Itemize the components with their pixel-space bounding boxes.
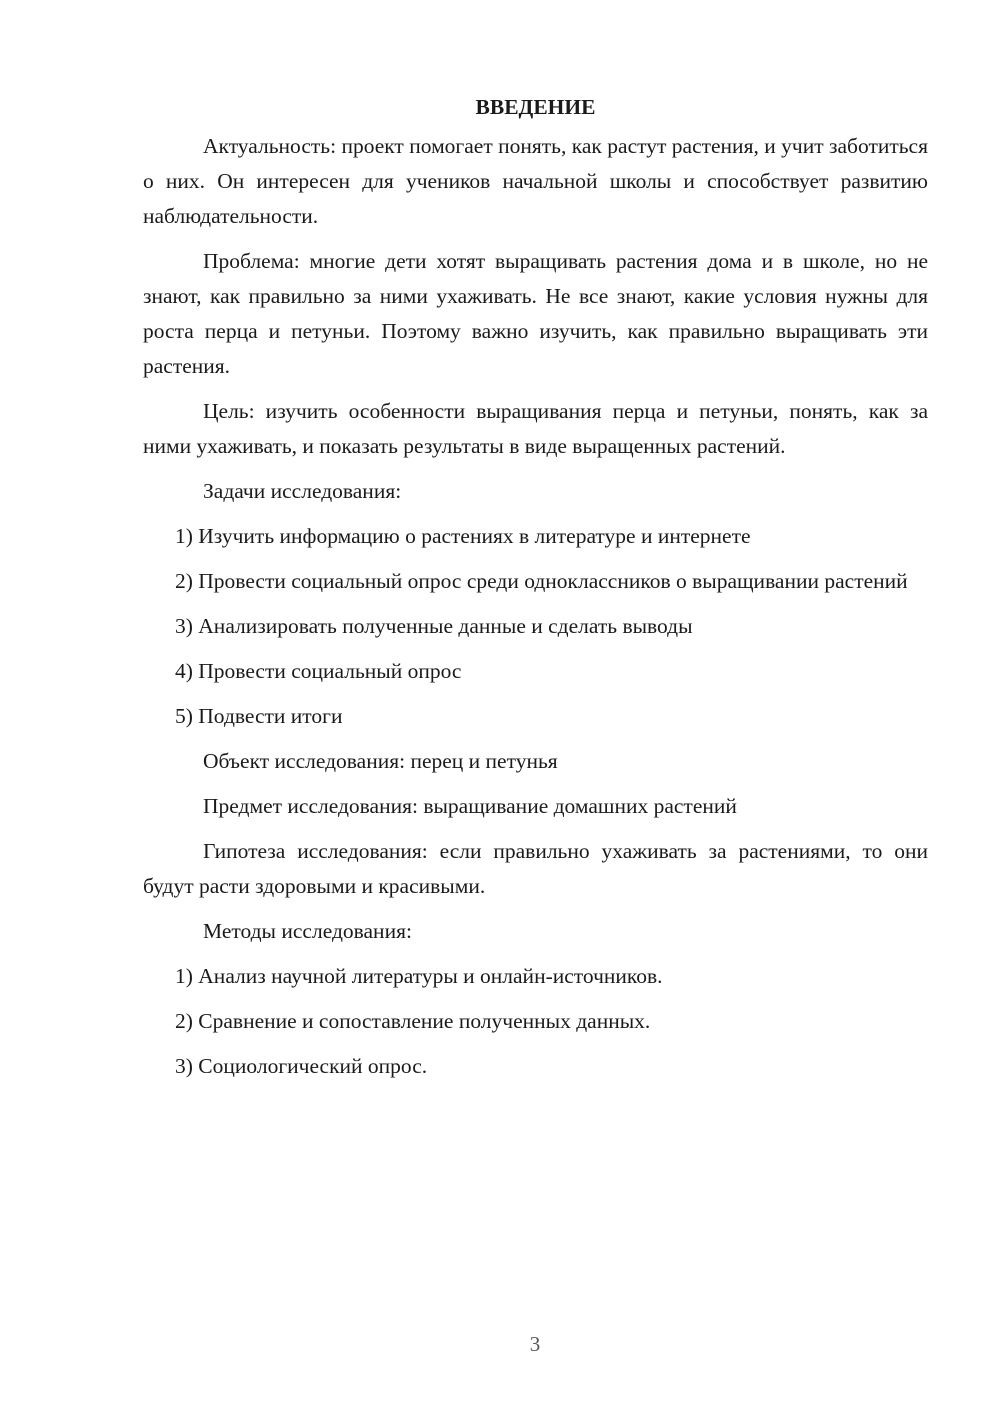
subject-line: Предмет исследования: выращивание домашних растений [203,794,737,818]
relevance-paragraph: Актуальность: проект помогает понять, как растут растения, и учит заботиться о них. Он интересен для учеников начальной школы и способствует развитию наблюдательности. [143,134,928,228]
task-item: 1) Изучить информацию о растениях в литературе и интернете [175,524,751,548]
page-number: 3 [529,1332,541,1356]
object-line: Объект исследования: перец и петунья [203,749,558,773]
method-item: 1) Анализ научной литературы и онлайн-источников. [175,964,663,988]
document-page [143,90,928,1094]
methods-heading: Методы исследования: [203,919,412,943]
tasks-heading: Задачи исследования: [203,479,402,503]
section-title: ВВЕДЕНИЕ [475,95,596,119]
hypothesis-paragraph: Гипотеза исследования: если правильно ухаживать за растениями, то они будут расти здоровыми и красивыми. [143,839,928,898]
problem-paragraph: Проблема: многие дети хотят выращивать растения дома и в школе, но не знают, как правильно за ними ухаживать. Не все знают, какие условия нужны для роста перца и петуньи. Поэтому важно изучить, как правильно выращивать эти растения. [143,249,928,378]
method-item: 3) Социологический опрос. [175,1054,428,1078]
goal-paragraph: Цель: изучить особенности выращивания перца и петуньи, понять, как за ними ухаживать, и показать результаты в виде выращенных растений. [143,399,928,458]
task-item: 5) Подвести итоги [175,704,343,728]
task-item: 4) Провести социальный опрос [175,659,462,683]
task-item: 3) Анализировать полученные данные и сделать выводы [175,614,693,638]
task-item: 2) Провести социальный опрос среди одноклассников о выращивании растений [175,569,908,593]
method-item: 2) Сравнение и сопоставление полученных данных. [175,1009,651,1033]
